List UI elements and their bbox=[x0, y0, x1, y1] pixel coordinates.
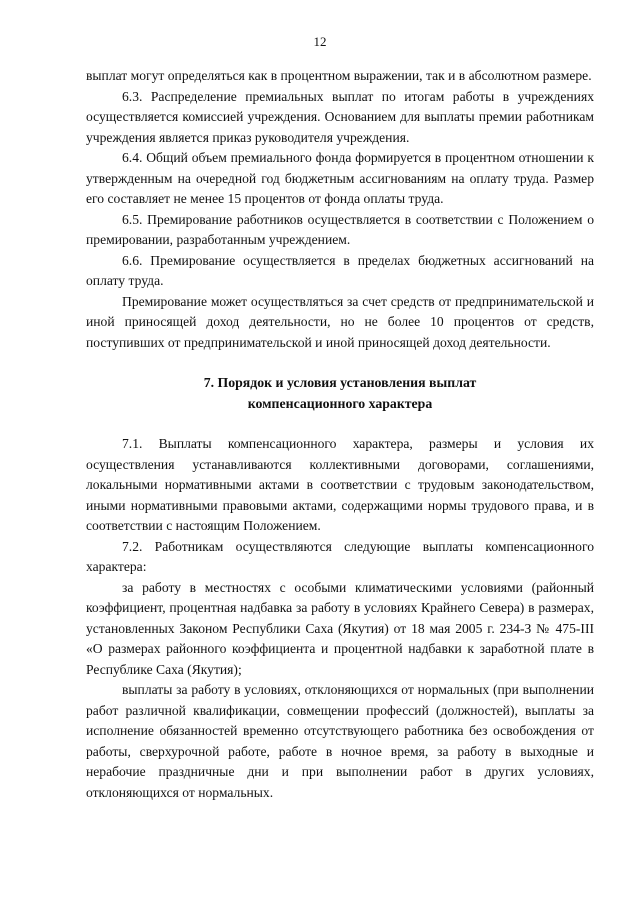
paragraph-6-3: 6.3. Распределение премиальных выплат по итогам работы в учреждениях осуществляется комиссией учреждения. Основанием для выплаты премии работникам учреждения является приказ руководителя учреждения. bbox=[86, 88, 594, 145]
spacer bbox=[86, 353, 594, 373]
paragraph-abnormal-conditions: выплаты за работу в условиях, отклоняющихся от нормальных (при выполнении работ различной квалификации, совмещении профессий (должностей), выплаты за исполнение обязанностей временно отсутствующего работника без освобождения от работы, сверхурочной работе, работе в ночное время, за работу в выходные и нерабочие праздничные дни и при выполнении работ в других условиях, отклоняющихся от нормальных. bbox=[86, 682, 594, 800]
paragraph-6-6: 6.6. Премирование осуществляется в пределах бюджетных ассигнований на оплату труда. bbox=[86, 252, 594, 288]
paragraph-6-4: 6.4. Общий объем премиального фонда формируется в процентном отношении к утвержденным на очередной год бюджетным ассигнованиям на оплату труда. Размер его составляет не менее 15 процентов от фонда оплаты труда. bbox=[86, 150, 594, 206]
page-number: 12 bbox=[313, 34, 327, 49]
section-heading: 7. Порядок и условия установления выплат компенсационного характера bbox=[203, 375, 477, 411]
paragraph-continuation: выплат могут определяться как в процентном выражении, так и в абсолютном размере. bbox=[86, 68, 592, 83]
spacer bbox=[86, 414, 594, 434]
paragraph-7-2: 7.2. Работникам осуществляются следующие выплаты компенсационного характера: bbox=[86, 538, 594, 574]
paragraph-6-5: 6.5. Премирование работников осуществляется в соответствии с Положением о премировании, разработанным учреждением. bbox=[86, 211, 594, 247]
document-body bbox=[86, 66, 594, 803]
paragraph-climate-conditions: за работу в местностях с особыми климатическими условиями (районный коэффициент, процентная надбавка за работу в условиях Крайнего Севера) в размерах, установленных Законом Республики Саха (Якутия) от 18 мая 2005 г. 234-З № 475-III «О размерах районного коэффициента и процентной надбавки к заработной плате в Республике Саха (Якутия); bbox=[86, 579, 594, 677]
paragraph-premium-sources: Премирование может осуществляться за счет средств от предпринимательской и иной приносящей доход деятельности, но не более 10 процентов от средств, поступивших от предпринимательской и иной приносящей доход деятельности. bbox=[86, 293, 594, 350]
paragraph-7-1: 7.1. Выплаты компенсационного характера, размеры и условия их осуществления устанавливаются коллективными договорами, соглашениями, локальными нормативными актами в соответствии с трудовым законодательством, иными нормативными правовыми актами, содержащими нормы трудового права, и в соответствии с настоящим Положением. bbox=[86, 436, 594, 533]
